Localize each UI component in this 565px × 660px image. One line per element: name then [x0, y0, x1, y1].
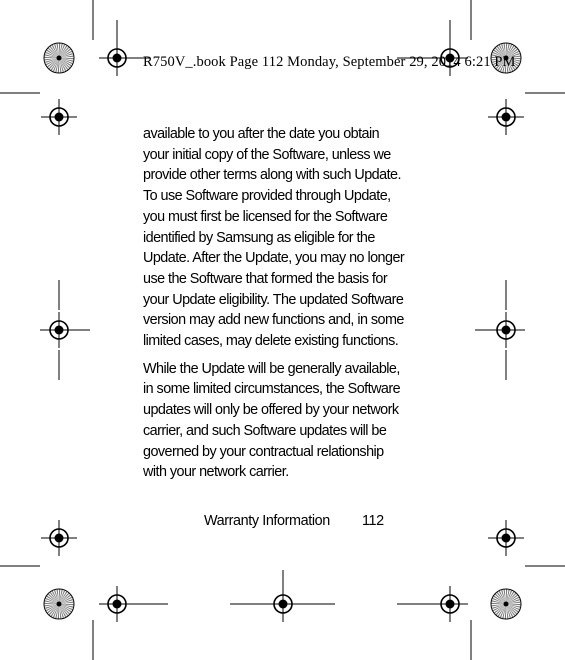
paragraph: available to you after the date you obtain your initial copy of the Software, unless we provide other terms along with such Update. To use Software provided through Update, you must first be licensed for the Software identified by Samsung as eligible for the Update. After the Update, you may no longer use the Software that formed the basis for your Update eligibility. The updated Software version may add new functions and, in some limited cases, may delete existing functions.: [143, 126, 405, 350]
print-slug: R750V_.book Page 112 Monday, September 29, 2014 6:21 PM: [143, 54, 516, 70]
page-number: 112: [362, 513, 384, 529]
footer-section-title: Warranty Information: [204, 513, 330, 529]
registration-wheel-top-left: [44, 43, 74, 73]
crosshair-target: [41, 520, 77, 556]
crosshair-target: [41, 99, 77, 135]
crosshair-target: [99, 586, 135, 622]
document-body: [143, 124, 425, 490]
crosshair-target: [488, 520, 524, 556]
crosshair-target: [265, 586, 301, 622]
crosshair-target: [488, 99, 524, 135]
crosshair-target: [432, 586, 468, 622]
paragraph: While the Update will be generally available, in some limited circumstances, the Software updates will only be offered by your network carrier, and such Software updates will be governed by your contractual relationship with your network carrier.: [143, 360, 401, 481]
registration-wheel-bottom-left: [44, 589, 74, 619]
registration-wheel-bottom-right: [491, 589, 521, 619]
crosshair-target: [99, 40, 135, 76]
